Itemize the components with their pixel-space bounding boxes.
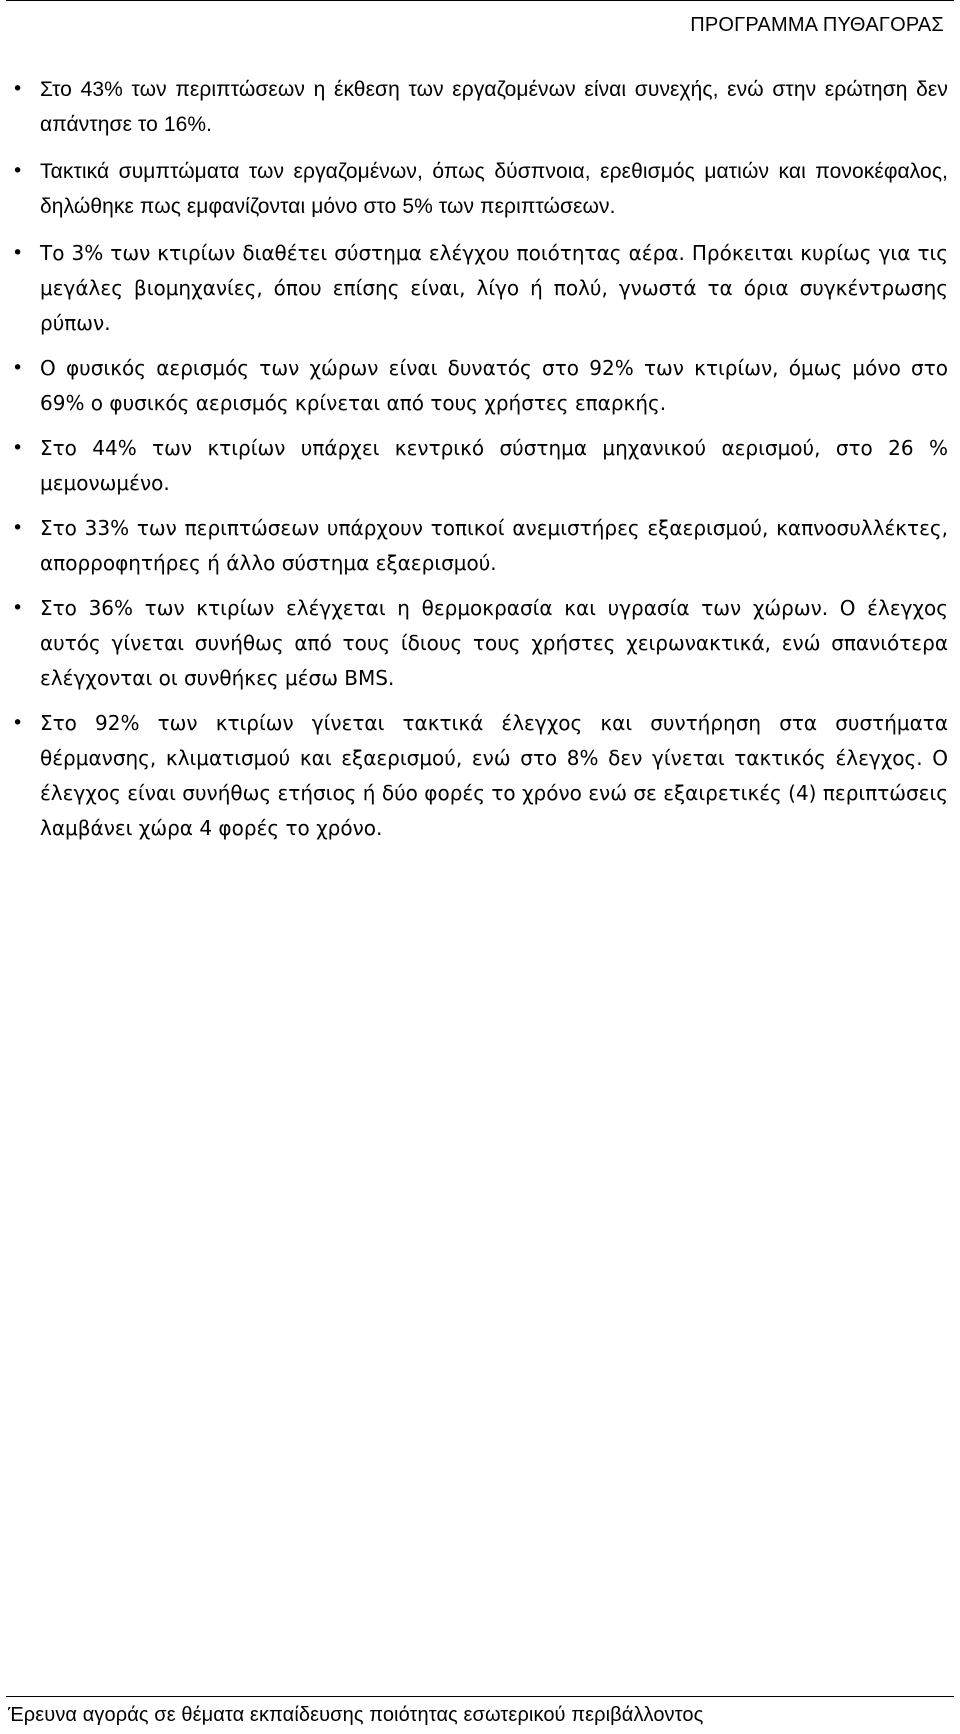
list-item — [0, 431, 960, 501]
list-item — [0, 154, 960, 224]
list-item-text: Το 3% των κτιρίων διαθέτει σύστημα ελέγχου ποιότητας αέρα. Πρόκειται κυρίως για τις μεγάλες βιομηχανίες, όπου επίσης είναι, λίγο ή πολύ, γνωστά τα όρια συγκέντρωσης ρύπων. — [40, 241, 948, 335]
list-item — [0, 351, 960, 421]
bullet-icon: • — [12, 160, 24, 182]
list-item — [0, 72, 960, 142]
bullet-icon: • — [12, 357, 24, 379]
list-item-text: Στο 36% των κτιρίων ελέγχεται η θερμοκρασία και υγρασία των χώρων. Ο έλεγχος αυτός γίνεται συνήθως από τους ίδιους τους χρήστες χειρωνακτικά, ενώ σπανιότερα ελέγχονται οι συνθήκες μέσω BMS. — [40, 596, 948, 690]
list-item-text: Τακτικά συμπτώματα των εργαζομένων, όπως δύσπνοια, ερεθισμός ματιών και πονοκέφαλος, δηλώθηκε πως εμφανίζονται μόνο στο 5% των περιπτώσεων. — [40, 160, 948, 218]
footer-rule — [6, 1696, 954, 1697]
findings-list — [0, 72, 960, 846]
bullet-icon: • — [12, 437, 24, 459]
page-header-title: ΠΡΟΓΡΑΜΜΑ ΠΥΘΑΓΟΡΑΣ — [690, 14, 944, 36]
list-item-text: Στο 43% των περιπτώσεων η έκθεση των εργαζομένων είναι συνεχής, ενώ στην ερώτηση δεν απάντησε το 16%. — [40, 78, 948, 136]
list-item — [0, 236, 960, 341]
bullet-icon: • — [12, 78, 24, 100]
list-item-text: Στο 33% των περιπτώσεων υπάρχουν τοπικοί ανεμιστήρες εξαερισμού, καπνοσυλλέκτες, απορροφητήρες ή άλλο σύστημα εξαερισμού. — [40, 516, 948, 575]
header-rule — [6, 0, 954, 1]
bullet-icon: • — [12, 597, 24, 619]
list-item-text: Ο φυσικός αερισμός των χώρων είναι δυνατός στο 92% των κτιρίων, όμως μόνο στο 69% ο φυσικός αερισμός κρίνεται από τους χρήστες επαρκής. — [40, 356, 948, 415]
document-body — [0, 72, 960, 856]
bullet-icon: • — [12, 517, 24, 539]
list-item-text: Στο 44% των κτιρίων υπάρχει κεντρικό σύστημα μηχανικού αερισμού, στο 26 % μεμονωμένο. — [40, 436, 948, 495]
bullet-icon: • — [12, 242, 24, 264]
list-item-text: Στο 92% των κτιρίων γίνεται τακτικά έλεγχος και συντήρηση στα συστήματα θέρμανσης, κλιματισμού και εξαερισμού, ενώ στο 8% δεν γίνεται τακτικός έλεγχος. Ο έλεγχος είναι συνήθως ετήσιος ή δύο φορές το χρόνο ενώ σε εξαιρετικές (4) περιπτώσεις λαμβάνει χώρα 4 φορές το χρόνο. — [40, 711, 948, 840]
page-footer-text: Έρευνα αγοράς σε θέματα εκπαίδευσης ποιότητας εσωτερικού περιβάλλοντος — [8, 1704, 704, 1726]
bullet-icon: • — [12, 712, 24, 734]
list-item — [0, 511, 960, 581]
list-item — [0, 591, 960, 696]
list-item — [0, 706, 960, 846]
